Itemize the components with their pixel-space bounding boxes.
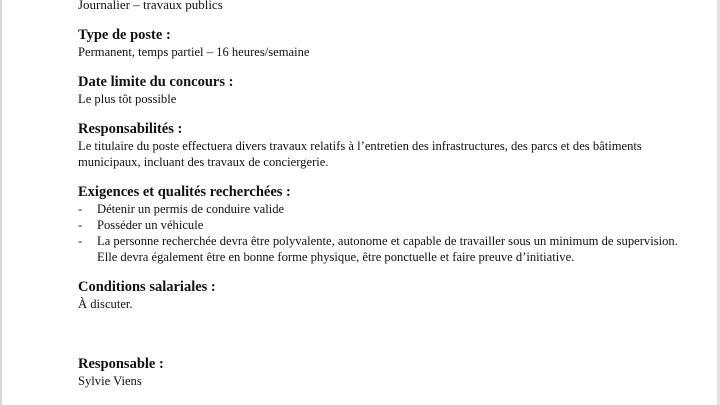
section-type-poste	[78, 27, 678, 60]
date-limite-text: Le plus tôt possible	[78, 92, 177, 106]
page-left-edge	[0, 0, 2, 405]
list-item: - La personne recherchée devra être polyvalente, autonome et capable de travailler sous un minimum de supervision. Elle devra également être en bonne forme physique, être ponctuelle et faire preuve d’initiative.	[78, 233, 678, 265]
responsabilites-heading: Responsabilités :	[78, 121, 183, 137]
responsable-name: Sylvie Viens	[78, 374, 142, 388]
section-exigences	[78, 184, 678, 265]
exigences-list	[78, 201, 678, 265]
section-date-limite	[78, 74, 678, 107]
conditions-text: À discuter.	[78, 297, 133, 311]
document-body	[78, 0, 678, 403]
responsabilites-text: Le titulaire du poste effectuera divers travaux relatifs à l’entretien des infrastructures, des parcs et des bâtiments municipaux, incluant des travaux de conciergerie.	[78, 139, 642, 169]
spacer	[78, 326, 678, 356]
list-item: - Posséder un véhicule	[78, 217, 678, 233]
section-responsabilites	[78, 121, 678, 170]
section-responsable	[78, 356, 678, 389]
responsable-heading: Responsable :	[78, 356, 164, 372]
date-limite-heading: Date limite du concours :	[78, 74, 234, 90]
conditions-heading: Conditions salariales :	[78, 279, 216, 295]
section-conditions	[78, 279, 678, 312]
type-poste-heading: Type de poste :	[78, 27, 171, 43]
list-item: - Détenir un permis de conduire valide	[78, 201, 678, 217]
job-title: Journalier – travaux publics	[78, 0, 223, 12]
type-poste-text: Permanent, temps partiel – 16 heures/semaine	[78, 45, 310, 59]
exigences-heading: Exigences et qualités recherchées :	[78, 184, 291, 200]
